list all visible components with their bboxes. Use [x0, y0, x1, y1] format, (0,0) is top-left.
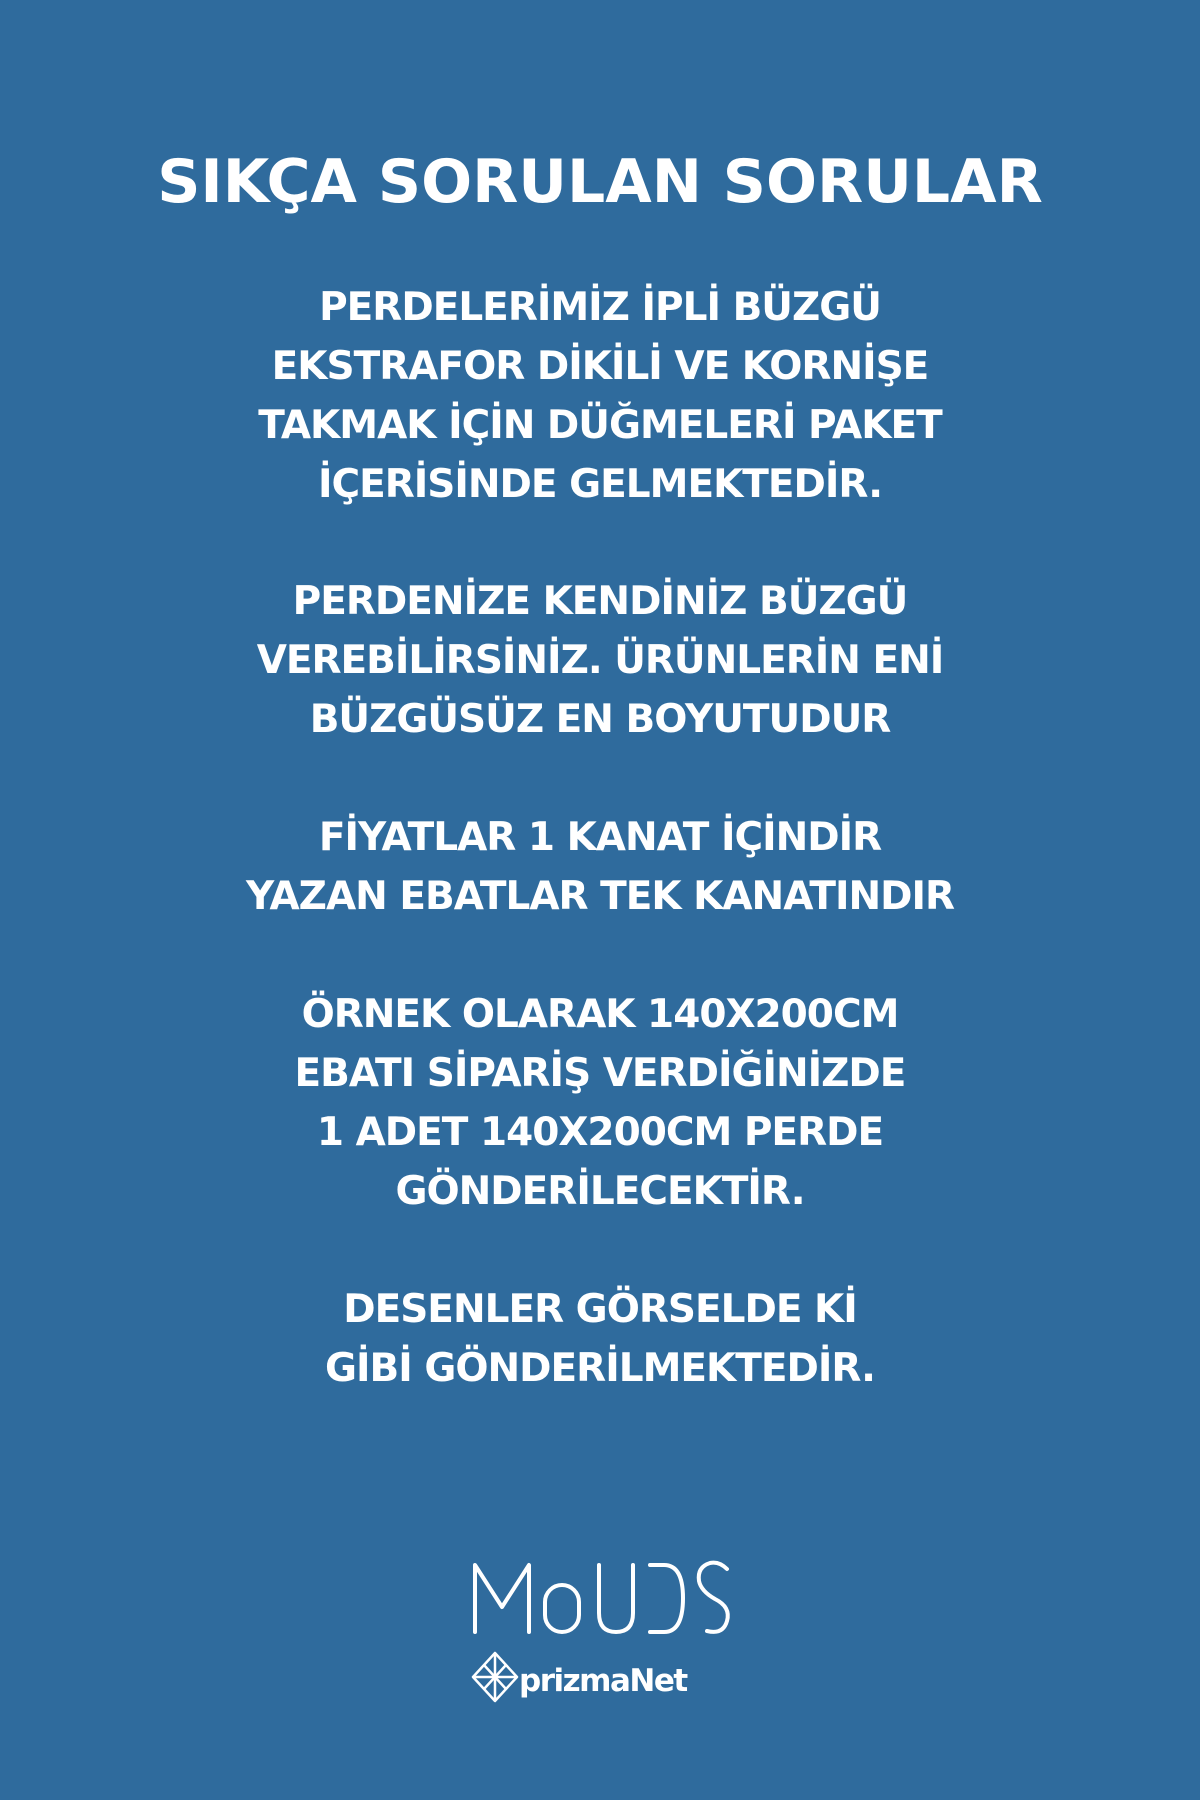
faq-line: EKSTRAFOR DİKİLİ VE KORNİŞE	[271, 344, 929, 389]
faq-item-patterns	[0, 1280, 1200, 1398]
faq-line: TAKMAK İÇİN DÜĞMELERİ PAKET	[258, 403, 942, 448]
faq-item-pleating	[0, 572, 1200, 749]
faq-line: 1 ADET 140X200CM PERDE	[316, 1110, 884, 1155]
faq-line: VEREBİLİRSİNİZ. ÜRÜNLERİN ENİ	[256, 638, 944, 683]
prizmanet-wordmark: prizmaNet	[519, 1663, 687, 1699]
faq-line: İÇERİSİNDE GELMEKTEDİR.	[317, 462, 883, 507]
faq-line: ÖRNEK OLARAK 140X200CM	[301, 992, 899, 1037]
faq-line: GİBİ GÖNDERİLMEKTEDİR.	[325, 1346, 875, 1391]
faq-line: BÜZGÜSÜZ EN BOYUTUDUR	[309, 697, 891, 742]
faq-item-pricing	[0, 808, 1200, 926]
faq-line: FİYATLAR 1 KANAT İÇİNDİR	[318, 815, 882, 860]
brand-logo	[465, 1545, 745, 1705]
faq-line: DESENLER GÖRSELDE Kİ	[343, 1287, 857, 1332]
faq-item-assembly	[0, 278, 1200, 514]
faq-line: YAZAN EBATLAR TEK KANATINDIR	[245, 874, 955, 919]
mouds-wordmark	[475, 1563, 728, 1632]
faq-item-example	[0, 985, 1200, 1221]
prizma-diamond-icon	[473, 1653, 517, 1701]
faq-line: GÖNDERİLECEKTİR.	[395, 1169, 805, 1214]
page-title: SIKÇA SORULAN SORULAR	[157, 147, 1043, 217]
faq-line: PERDENİZE KENDİNİZ BÜZGÜ	[292, 579, 908, 624]
faq-line: PERDELERİMİZ İPLİ BÜZGÜ	[319, 285, 881, 330]
faq-line: EBATI SİPARİŞ VERDİĞİNİZDE	[294, 1051, 906, 1096]
